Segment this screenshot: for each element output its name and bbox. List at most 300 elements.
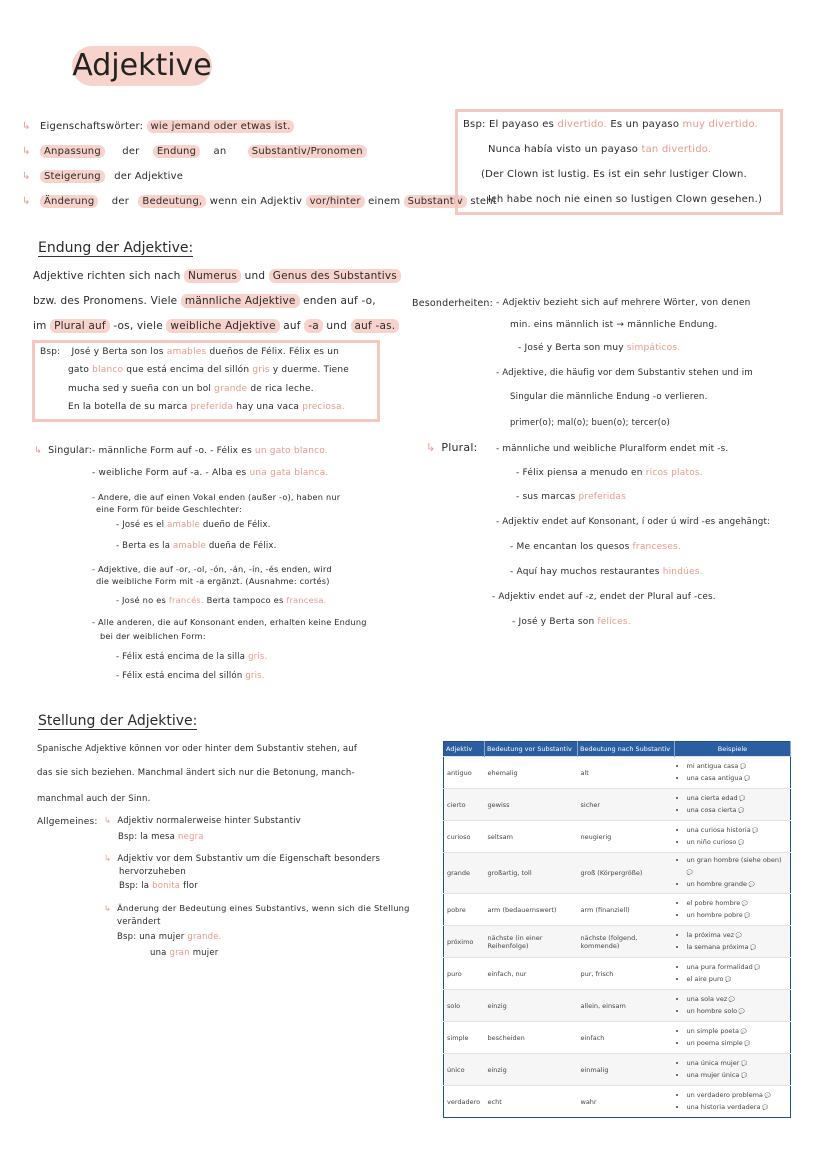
table-cell-adj: curioso — [444, 821, 485, 853]
endung-para-2 — [33, 295, 376, 307]
highlight: weibliche Adjektive — [166, 319, 279, 333]
adjective-word: grande — [214, 384, 248, 394]
example-phrase: un verdadero problema — [686, 1090, 763, 1099]
example-phrase: un gran hombre (siehe oben) — [686, 856, 782, 864]
allgemeines-example-1 — [118, 832, 204, 842]
list-item — [687, 855, 788, 879]
allgemeines-example-3a — [117, 932, 222, 942]
example-phrase: el pobre hombre — [686, 898, 741, 907]
highlight: Numerus — [184, 269, 241, 283]
table-body — [444, 757, 791, 1118]
plural-line-6 — [510, 567, 703, 577]
arrow-icon: ↳ — [104, 816, 112, 826]
adjective-word: amable — [167, 520, 200, 530]
example-phrase: una sola vez — [686, 994, 728, 1003]
example-text: gato — [68, 365, 90, 375]
table-cell-vor: einfach, nur — [485, 958, 578, 990]
stellung-text-1: Spanische Adjektive können vor oder hinter dem Substantiv stehen, auf — [37, 744, 358, 754]
rule-text: Adjektiv vor dem Substantiv um die Eigenschaft besonders — [117, 854, 381, 864]
list-item — [687, 930, 788, 942]
speech-bubble-icon[interactable]: 💬 — [737, 795, 746, 802]
adjective-word: un gato blanco. — [254, 446, 328, 456]
adjective-word: francés. — [168, 595, 204, 605]
intro-text: einem — [368, 196, 401, 207]
example-phrase: un hombre grande — [686, 880, 747, 888]
adjective-word: muy divertido. — [682, 119, 758, 130]
example-phrase: la próxima vez — [686, 930, 735, 939]
intro-line-2 — [22, 146, 367, 157]
table-cell-adj: único — [444, 1054, 485, 1086]
example-text: - Aquí hay muchos restaurantes — [510, 567, 660, 577]
table-cell-vor: gewiss — [485, 789, 578, 821]
highlight: Bedeutung, — [138, 195, 206, 208]
example-list — [678, 855, 788, 891]
besonderheiten-line-2: min. eins männlich ist → männliche Endung. — [510, 320, 718, 330]
table-cell-examples — [675, 853, 791, 894]
example-text: Es un payaso — [610, 119, 680, 130]
example-list — [678, 1090, 788, 1114]
example-text: Berta tampoco es — [206, 595, 284, 605]
speech-bubble-icon[interactable]: 💬 — [760, 1104, 769, 1111]
table-cell-adj: simple — [444, 1022, 485, 1054]
table-cell-nach: einmalig — [578, 1054, 675, 1086]
adjective-word: ricos platos. — [645, 468, 703, 478]
table-cell-examples — [675, 1054, 791, 1086]
example-text: - sus marcas — [516, 492, 576, 502]
table-row — [444, 1054, 791, 1086]
example-text: mucha sed y sueña con un bol — [68, 384, 212, 394]
example-phrase: una mujer única — [686, 1070, 740, 1079]
table-cell-nach: allein, einsam — [578, 990, 675, 1022]
label-text: Plural: — [441, 441, 478, 454]
example-text: dueña de Félix. — [208, 541, 277, 551]
example-phrase: un poema simple — [686, 1038, 743, 1047]
example-text: Bsp: la mesa — [118, 832, 176, 842]
table-cell-vor: einzig — [485, 1054, 578, 1086]
example-text: - Me encantan los quesos — [510, 542, 630, 552]
section-heading-endung — [38, 240, 193, 256]
example-list — [678, 994, 788, 1018]
highlight: Plural auf — [50, 319, 110, 333]
speech-bubble-icon[interactable]: 💬 — [686, 870, 693, 876]
example-top-line-4: Ich habe noch nie einen so lustigen Clown gesehen.) — [488, 194, 763, 205]
table-header-cell: Bedeutung nach Substantiv — [578, 742, 675, 757]
table-row — [444, 1022, 791, 1054]
table-row — [444, 894, 791, 926]
table-cell-nach: sicher — [578, 789, 675, 821]
table-cell-nach: alt — [578, 757, 675, 789]
table-cell-adj: antiguo — [444, 757, 485, 789]
table-cell-vor: einzig — [485, 990, 578, 1022]
section-heading-stellung — [38, 713, 197, 729]
plural-line-7: - Adjektiv endet auf -z, endet der Plural auf -ces. — [492, 592, 716, 602]
table-cell-examples — [675, 894, 791, 926]
list-item — [687, 1058, 788, 1070]
para-text: -os, viele — [113, 320, 163, 332]
table-row — [444, 926, 791, 958]
example-phrase: una pura formalidad — [686, 962, 753, 971]
stellung-text-3: manchmal auch der Sinn. — [37, 794, 151, 804]
table-cell-vor: nächste (in einer Reihenfolge) — [485, 926, 578, 958]
speech-bubble-icon[interactable]: 💬 — [750, 827, 759, 834]
list-item — [687, 837, 788, 849]
list-item — [687, 910, 788, 922]
example-top-line-3: (Der Clown ist lustig. Es ist ein sehr lustiger Clown. — [481, 169, 747, 180]
table-cell-adj: próximo — [444, 926, 485, 958]
list-item — [687, 879, 788, 891]
singular-line-7: - Adjektive, die auf -or, -ol, -ón, -án, -ín, -és enden, wird — [92, 564, 332, 574]
besonderheiten-line-5: Singular die männliche Endung -o verlieren. — [510, 392, 708, 402]
example-list — [678, 930, 788, 954]
highlight: Anpassung — [40, 145, 105, 158]
table-row — [444, 821, 791, 853]
singular-line-4: eine Form für beide Geschlechter: — [96, 504, 242, 514]
example-text: una — [150, 948, 167, 958]
table-cell-nach: einfach — [578, 1022, 675, 1054]
adjective-word: una gata blanca. — [249, 468, 329, 478]
example-phrase: una cierta edad — [686, 793, 738, 802]
speech-bubble-icon[interactable]: 💬 — [734, 932, 742, 939]
example-list — [678, 898, 788, 922]
endung-para-1 — [33, 270, 401, 282]
allgemeines-line-1 — [104, 816, 301, 826]
example-list — [678, 793, 788, 817]
intro-line-1 — [22, 121, 294, 132]
list-item — [687, 805, 788, 817]
highlight: wie jemand oder etwas ist. — [147, 120, 295, 133]
para-text: Adjektive richten sich nach — [33, 270, 181, 282]
plural-line-3 — [516, 492, 626, 502]
endung-example-line-3 — [68, 384, 314, 394]
endung-para-3 — [33, 320, 399, 332]
singular-line-10: - Alle anderen, die auf Konsonant enden, erhalten keine Endung — [92, 617, 367, 627]
table-cell-examples — [675, 821, 791, 853]
adjective-word: felices. — [597, 617, 631, 627]
para-text: bzw. des Pronomens. Viele — [33, 295, 178, 307]
example-top-line-1 — [463, 119, 758, 130]
allgemeines-label: Allgemeines: — [37, 817, 98, 827]
endung-example-line-2 — [68, 365, 349, 375]
table-cell-examples — [675, 958, 791, 990]
intro-text: wenn ein Adjektiv — [209, 196, 303, 207]
speech-bubble-icon[interactable]: 💬 — [738, 763, 747, 770]
list-item — [687, 1090, 788, 1102]
speech-bubble-icon[interactable]: 💬 — [739, 1060, 748, 1067]
endung-example-line-4 — [68, 402, 345, 412]
example-text: Bsp: una mujer — [117, 932, 185, 942]
adjective-word: grande. — [187, 932, 222, 942]
table-row — [444, 1086, 791, 1118]
speech-bubble-icon[interactable]: 💬 — [752, 964, 761, 971]
highlight: männliche Adjektive — [181, 294, 300, 308]
table-cell-vor: ehemalig — [485, 757, 578, 789]
table-row — [444, 853, 791, 894]
adjective-word: gran — [169, 948, 190, 958]
list-item — [687, 1006, 788, 1018]
singular-line-2 — [92, 468, 328, 478]
speech-bubble-icon[interactable]: 💬 — [738, 1028, 747, 1035]
adjective-word: franceses. — [632, 542, 681, 552]
example-phrase: un niño curioso — [686, 837, 737, 846]
adjective-word: bonita — [152, 881, 181, 891]
example-phrase: una curiosa historia — [686, 825, 751, 834]
adjective-word: preciosa. — [302, 402, 345, 412]
example-text: - José no es — [116, 595, 167, 605]
label-text: Singular: — [48, 445, 93, 456]
list-item — [687, 1070, 788, 1082]
adjective-meaning-table — [443, 741, 791, 1118]
list-item — [687, 942, 788, 954]
besonderheiten-line-4: - Adjektive, die häufig vor dem Substantiv stehen und im — [496, 368, 753, 378]
highlight: Endung — [153, 145, 200, 158]
table-cell-adj: cierto — [444, 789, 485, 821]
speech-bubble-icon[interactable]: 💬 — [727, 996, 736, 1003]
example-text: mujer — [192, 948, 219, 958]
arrow-icon: ↳ — [22, 196, 31, 207]
highlight: Substantiv — [404, 195, 467, 208]
adjective-word: blanco — [92, 365, 124, 375]
example-text: y duerme. Tiene — [272, 365, 350, 375]
singular-line-11: bei der weiblichen Form: — [100, 631, 206, 641]
table-cell-examples — [675, 789, 791, 821]
example-text: Nunca había visto un payaso — [488, 144, 639, 155]
example-list — [678, 1058, 788, 1082]
table-cell-nach: groß (Körpergröße) — [578, 853, 675, 894]
adjective-word: francesa. — [286, 595, 327, 605]
example-text: - Félix está encima del sillón — [116, 671, 243, 681]
example-text: - José es el — [116, 520, 165, 530]
example-list — [678, 761, 788, 785]
list-item — [687, 761, 788, 773]
singular-line-8: die weibliche Form mit -a ergänzt. (Ausnahme: cortés) — [96, 576, 330, 586]
adjective-word: divertido. — [557, 119, 607, 130]
table-cell-vor: arm (bedauernswert) — [485, 894, 578, 926]
highlight: Steigerung — [40, 170, 105, 183]
example-text: - José y Berta son muy — [518, 343, 624, 353]
intro-text: steht — [470, 196, 497, 207]
table-cell-adj: verdadero — [444, 1086, 485, 1118]
singular-line-13 — [116, 671, 265, 681]
table-cell-examples — [675, 1086, 791, 1118]
highlight: Substantiv/Pronomen — [248, 145, 367, 158]
speech-bubble-icon[interactable]: 💬 — [742, 775, 751, 782]
page-title: Adjektive — [72, 46, 212, 86]
table-cell-adj: pobre — [444, 894, 485, 926]
table-cell-examples — [675, 1022, 791, 1054]
intro-line-4 — [22, 196, 497, 207]
table-cell-vor: echt — [485, 1086, 578, 1118]
allgemeines-line-2b: hervorzuheben — [119, 867, 186, 877]
example-text: hay una vaca — [236, 402, 300, 412]
table-row — [444, 789, 791, 821]
example-phrase: un simple poeta — [686, 1026, 739, 1035]
example-text: - Berta es la — [116, 541, 171, 551]
adjective-word: preferida — [190, 402, 234, 412]
table-cell-examples — [675, 926, 791, 958]
intro-text: Eigenschaftswörter: — [39, 121, 144, 132]
para-text: auf — [283, 320, 301, 332]
plural-line-2 — [516, 468, 703, 478]
table-header-row — [444, 742, 791, 757]
intro-text: der Adjektive — [114, 171, 184, 182]
example-phrase: la semana próxima — [686, 942, 749, 951]
example-phrase: un hombre solo — [686, 1006, 738, 1015]
adjective-word: hindúes. — [662, 567, 703, 577]
highlight: vor/hinter — [306, 195, 365, 208]
plural-line-1: - männliche und weibliche Pluralform endet mit -s. — [496, 444, 729, 454]
arrow-icon: ↳ — [22, 146, 31, 157]
heading-text: Stellung der Adjektive: — [38, 713, 198, 729]
adjective-word: gris. — [248, 652, 268, 662]
example-list — [678, 1026, 788, 1050]
example-phrase: el aire puro — [686, 974, 724, 983]
example-text: que está encima del sillón — [126, 365, 250, 375]
singular-line-5 — [116, 520, 271, 530]
besonderheiten-label: Besonderheiten: — [412, 298, 494, 309]
example-text: flor — [183, 881, 198, 891]
plural-line-4: - Adjektiv endet auf Konsonant, í oder ú wird -es angehängt: — [496, 517, 771, 527]
speech-bubble-icon[interactable]: 💬 — [742, 1040, 751, 1047]
speech-bubble-icon[interactable]: 💬 — [762, 1092, 771, 1099]
adjective-word: gris. — [245, 671, 265, 681]
singular-line-6 — [116, 541, 277, 551]
para-text: und — [244, 270, 266, 282]
speech-bubble-icon[interactable]: 💬 — [737, 1008, 745, 1015]
example-text: En la botella de su marca — [68, 402, 188, 412]
example-text: El payaso es — [488, 119, 555, 130]
rule-text: - weibliche Form auf -a. - Alba es — [92, 468, 247, 478]
example-phrase: una cosa cierta — [686, 805, 737, 814]
table-header-cell: Adjektiv — [444, 742, 485, 757]
highlight: Genus des Substantivs — [269, 269, 401, 283]
example-top-line-2 — [488, 144, 711, 155]
example-text: - Félix está encima de la silla — [116, 652, 246, 662]
example-text: dueño de Félix. — [202, 520, 271, 530]
table-cell-vor: großartig, toll — [485, 853, 578, 894]
adjective-word: tan divertido. — [641, 144, 712, 155]
example-phrase: un hombre pobre — [686, 910, 743, 919]
table-row — [444, 757, 791, 789]
table-cell-nach: nächste (folgend, kommende) — [578, 926, 675, 958]
plural-label — [426, 441, 478, 454]
speech-bubble-icon[interactable]: 💬 — [742, 912, 751, 919]
highlight: -a — [304, 319, 323, 333]
besonderheiten-line-1: - Adjektiv bezieht sich auf mehrere Wörter, von denen — [496, 298, 751, 308]
list-item — [687, 962, 788, 974]
table-row — [444, 990, 791, 1022]
arrow-icon: ↳ — [104, 854, 112, 864]
adjective-word: simpáticos. — [626, 343, 681, 353]
example-text: - Félix piensa a menudo en — [516, 468, 643, 478]
example-prefix: Bsp: — [463, 119, 486, 130]
speech-bubble-icon[interactable]: 💬 — [740, 900, 749, 907]
plural-line-8 — [512, 617, 631, 627]
example-text: dueños de Félix. Félix es un — [209, 347, 340, 357]
table-header-cell: Beispiele — [675, 742, 791, 757]
singular-line-9 — [116, 595, 327, 605]
para-text: und — [326, 320, 347, 332]
singular-line-12 — [116, 652, 267, 662]
adjective-word: gris — [252, 365, 270, 375]
list-item — [687, 994, 788, 1006]
speech-bubble-icon[interactable]: 💬 — [739, 1072, 748, 1079]
para-text: enden auf -o, — [303, 295, 376, 307]
example-text: - José y Berta son — [512, 617, 595, 627]
table-cell-vor: bescheiden — [485, 1022, 578, 1054]
speech-bubble-icon[interactable]: 💬 — [748, 944, 757, 951]
speech-bubble-icon[interactable]: 💬 — [746, 882, 755, 888]
list-item — [687, 1102, 788, 1114]
highlight: Änderung — [40, 195, 98, 208]
table-cell-examples — [675, 990, 791, 1022]
table-cell-nach: wahr — [578, 1086, 675, 1118]
singular-label — [34, 445, 92, 456]
adjective-word: preferidas — [578, 492, 627, 502]
table-cell-examples — [675, 757, 791, 789]
rule-text: Adjektiv normalerweise hinter Substantiv — [117, 816, 301, 826]
singular-line-3: - Andere, die auf einen Vokal enden (außer -o), haben nur — [92, 492, 341, 502]
allgemeines-line-3 — [104, 903, 410, 913]
heading-text: Endung der Adjektive: — [38, 240, 194, 256]
list-item — [687, 773, 788, 785]
table-cell-adj: grande — [444, 853, 485, 894]
intro-text: der — [122, 146, 140, 157]
intro-line-3 — [22, 171, 183, 182]
arrow-icon: ↳ — [104, 903, 112, 913]
example-phrase: una casa antigua — [686, 773, 743, 782]
speech-bubble-icon[interactable]: 💬 — [736, 839, 745, 846]
adjective-word: amable — [173, 541, 206, 551]
list-item — [687, 898, 788, 910]
list-item — [687, 1026, 788, 1038]
highlight: auf -as. — [351, 319, 400, 333]
example-text: de rica leche. — [250, 384, 314, 394]
para-text: im — [33, 320, 47, 332]
example-list — [678, 962, 788, 986]
list-item — [687, 793, 788, 805]
singular-line-1 — [92, 446, 328, 456]
example-text: Bsp: la — [119, 881, 150, 891]
speech-bubble-icon[interactable]: 💬 — [736, 807, 745, 814]
allgemeines-line-2 — [104, 854, 380, 864]
list-item — [687, 1038, 788, 1050]
table-cell-vor: seltsam — [485, 821, 578, 853]
allgemeines-example-3b — [150, 948, 218, 958]
list-item — [687, 974, 788, 986]
arrow-icon: ↳ — [34, 445, 43, 456]
intro-text: an — [213, 146, 227, 157]
rule-text: - männliche Form auf -o. - Félix es — [92, 446, 252, 456]
table-cell-nach: arm (finanziell) — [578, 894, 675, 926]
arrow-icon: ↳ — [22, 171, 31, 182]
arrow-icon: ↳ — [22, 121, 31, 132]
example-list — [678, 825, 788, 849]
besonderheiten-line-6: primer(o); mal(o); buen(o); tercer(o) — [510, 417, 670, 427]
example-phrase: mi antigua casa — [686, 761, 739, 770]
table-row — [444, 958, 791, 990]
table-cell-nach: pur, frisch — [578, 958, 675, 990]
adjective-word: amables — [166, 347, 207, 357]
allgemeines-example-2 — [119, 881, 198, 891]
adjective-word: negra — [177, 832, 204, 842]
list-item — [687, 825, 788, 837]
speech-bubble-icon[interactable]: 💬 — [723, 976, 732, 983]
table-cell-nach: neugierig — [578, 821, 675, 853]
stellung-text-2: das sie sich beziehen. Manchmal ändert sich nur die Betonung, manch- — [37, 768, 355, 778]
table-cell-adj: solo — [444, 990, 485, 1022]
allgemeines-line-3b: verändert — [117, 917, 161, 927]
table-header-cell: Bedeutung vor Substantiv — [485, 742, 578, 757]
